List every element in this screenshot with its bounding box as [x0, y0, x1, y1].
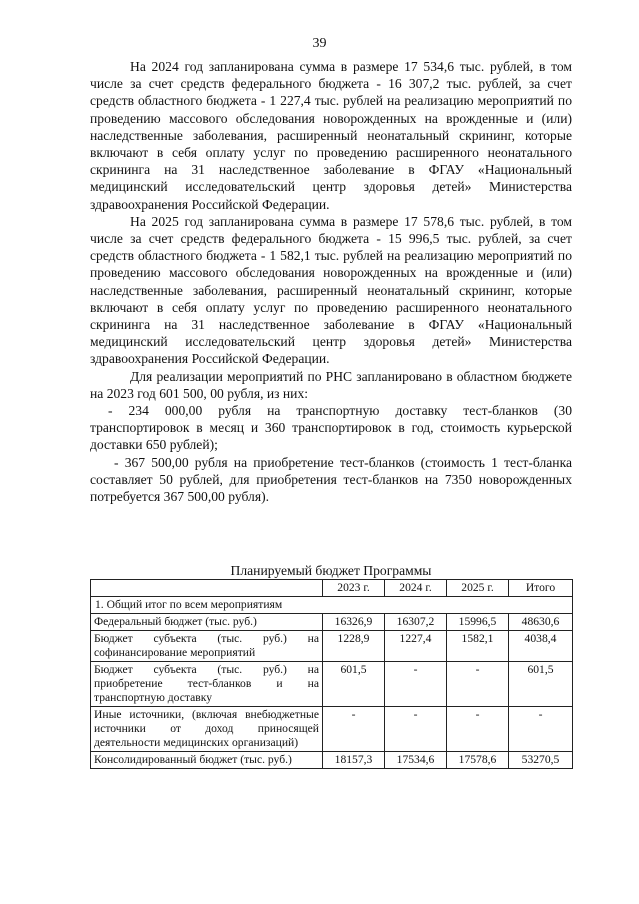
cell-value: 601,5 — [509, 662, 573, 707]
table-row — [91, 614, 573, 631]
budget-table-title: Планируемый бюджет Программы — [230, 563, 432, 578]
cell-value: - — [447, 707, 509, 752]
table-header-row — [91, 580, 573, 597]
row-label: Бюджет субъекта (тыс. руб.) на приобретение тест-бланков и на транспортную доставку — [91, 662, 323, 707]
header-cell: Итого — [509, 580, 573, 597]
list-item-test-blanks: - 367 500,00 рубля на приобретение тест-бланков (стоимость 1 тест-бланка составляет 50 рублей, для приобретения тест-бланков на 7350 новорожденных потребуется 367 500,00 рубля). — [90, 454, 572, 505]
paragraph-2024: На 2024 год запланирована сумма в размере 17 534,6 тыс. рублей, в том числе за счет средств федерального бюджета - 16 307,2 тыс. рублей, за счет средств областного бюджета - 1 227,4 тыс. рублей на реализацию мероприятий по проведению массового обследования новорожденных на врожденные и (или) наследственные заболевания, расширенный неонатальный скрининг, которые включают в себя оплату услуг по проведению расширенного неонатального скрининга на 31 наследственное заболевание в ФГАУ «Национальный медицинский исследовательский центр здоровья детей» Министерства здравоохранения Российской Федерации. — [90, 59, 572, 212]
cell-value: 1227,4 — [385, 631, 447, 662]
header-cell: 2025 г. — [447, 580, 509, 597]
cell-value: - — [385, 662, 447, 707]
cell-value: 18157,3 — [323, 752, 385, 769]
cell-value: - — [385, 707, 447, 752]
cell-value: 15996,5 — [447, 614, 509, 631]
table-group-row — [91, 597, 573, 614]
cell-value: 1228,9 — [323, 631, 385, 662]
cell-value: 17578,6 — [447, 752, 509, 769]
cell-value: 53270,5 — [509, 752, 573, 769]
paragraph-2025: На 2025 год запланирована сумма в размере 17 578,6 тыс. рублей, в том числе за счет средств федерального бюджета - 15 996,5 тыс. рублей, за счет средств областного бюджета - 1 582,1 тыс. рублей на реализацию мероприятий по проведению массового обследования новорожденных на врожденные и (или) наследственные заболевания, расширенный неонатальный скрининг, которые включают в себя оплату услуг по проведению расширенного неонатального скрининга на 31 наследственное заболевание в ФГАУ «Национальный медицинский исследовательский центр здоровья детей» Министерства здравоохранения Российской Федерации. — [90, 213, 572, 367]
cell-value: 16307,2 — [385, 614, 447, 631]
cell-value: 48630,6 — [509, 614, 573, 631]
cell-value: 1582,1 — [447, 631, 509, 662]
row-label: Иные источники, (включая внебюджетные источники от доход приносящей деятельности медицинских организаций) — [91, 707, 323, 752]
document-body — [90, 58, 572, 505]
group-label: 1. Общий итог по всем мероприятиям — [91, 597, 573, 614]
cell-value: 16326,9 — [323, 614, 385, 631]
row-label: Федеральный бюджет (тыс. руб.) — [91, 614, 323, 631]
budget-section — [90, 562, 572, 769]
cell-value: 4038,4 — [509, 631, 573, 662]
budget-table — [90, 579, 573, 769]
page-number: 39 — [312, 36, 327, 51]
table-row — [91, 707, 573, 752]
cell-value: - — [323, 707, 385, 752]
header-cell: 2024 г. — [385, 580, 447, 597]
cell-value: 601,5 — [323, 662, 385, 707]
table-row — [91, 752, 573, 769]
cell-value: 17534,6 — [385, 752, 447, 769]
header-cell: 2023 г. — [323, 580, 385, 597]
cell-value: - — [509, 707, 573, 752]
paragraph-rns-intro: Для реализации мероприятий по РНС запланировано в областном бюджете на 2023 год 601 500, 00 рубля, из них: — [90, 368, 572, 401]
table-row — [91, 631, 573, 662]
header-cell — [91, 580, 323, 597]
row-label: Бюджет субъекта (тыс. руб.) на софинансирование мероприятий — [91, 631, 323, 662]
table-row — [91, 662, 573, 707]
list-item-delivery: - 234 000,00 рубля на транспортную доставку тест-бланков (30 транспортировок в месяц и 360 транспортировок в год, стоимость курьерской доставки 650 рублей); — [90, 403, 572, 453]
row-label: Консолидированный бюджет (тыс. руб.) — [91, 752, 323, 769]
cell-value: - — [447, 662, 509, 707]
